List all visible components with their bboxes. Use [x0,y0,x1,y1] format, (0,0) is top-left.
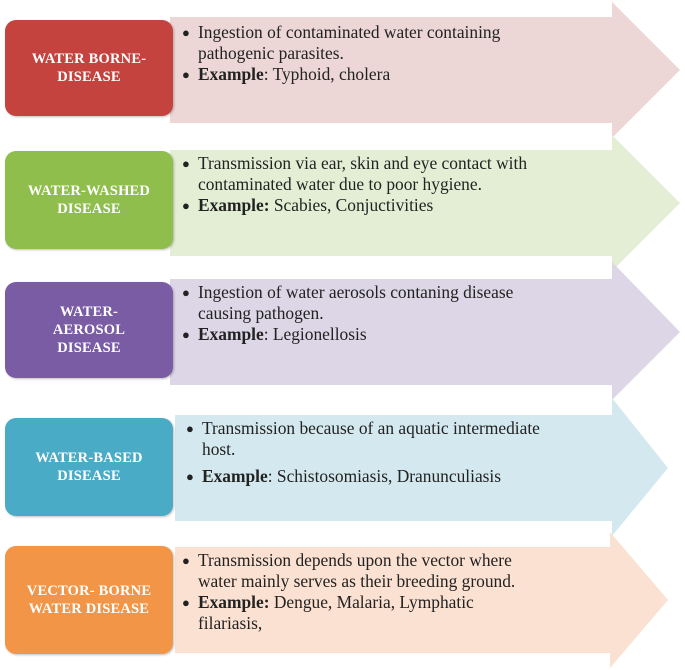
example-text: Scabies, Conjuctivities [269,195,434,215]
disease-row-water-washed [0,133,685,273]
bullet-line: Transmission depends upon the vector where [198,550,512,570]
category-label-line: DISEASE [57,69,121,85]
disease-row-vector-borne [0,530,685,670]
category-label-line: DISEASE [57,201,121,217]
example-item [182,592,515,634]
category-box [5,151,173,249]
description-text [182,550,515,634]
bullet-item [186,418,540,460]
category-label-line: WATER- [59,304,119,320]
category-box [5,20,173,116]
category-label-line: WATER DISEASE [28,601,150,617]
bullet-icon: ● [182,198,190,213]
bullet-icon: ● [182,156,190,171]
description-text [182,282,513,345]
category-box [5,282,173,378]
bullet-icon: ● [182,67,190,82]
category-label-line: WATER BORNE- [31,51,147,67]
bullet-line: contaminated water due to poor hygiene. [198,174,482,194]
example-item [182,324,513,345]
disease-row-water-borne [0,0,685,140]
category-label-line: WATER-BASED [35,450,143,466]
description-text [186,418,540,487]
example-item [186,466,540,487]
bullet-icon: ● [182,327,190,342]
example-item [182,64,500,85]
bullet-icon: ● [186,421,194,436]
bullet-icon: ● [182,25,190,40]
example-text: Dengue, Malaria, Lymphatic [269,592,474,612]
example-separator: : [267,466,273,486]
category-label-line: DISEASE [57,340,121,356]
category-label-line: VECTOR- BORNE [26,583,152,599]
example-text-line2: filariasis, [198,613,263,633]
category-box [5,418,173,516]
example-item [182,195,527,216]
example-text: Typhoid, cholera [268,64,391,84]
bullet-line: host. [202,439,236,459]
bullet-item [182,550,515,592]
category-label-line: AEROSOL [52,322,126,338]
example-label: Example [202,466,268,486]
bullet-line: Transmission because of an aquatic intermediate [202,418,540,438]
category-label-line: WATER-WASHED [27,183,151,199]
bullet-item [182,22,500,64]
bullet-line: Ingestion of contaminated water containing [198,22,501,42]
category-label-line: DISEASE [57,468,121,484]
bullet-item [182,282,513,324]
bullet-line: causing pathogen. [198,303,324,323]
description-text [182,22,500,85]
example-separator: : [263,64,269,84]
bullet-icon: ● [182,595,190,610]
example-label: Example [198,195,264,215]
bullet-line: Transmission via ear, skin and eye contact with [198,153,528,173]
example-label: Example [198,64,264,84]
category-box [5,546,173,654]
disease-row-water-aerosol [0,262,685,402]
example-text: Legionellosis [268,324,367,344]
bullet-item [182,153,527,195]
bullet-line: pathogenic parasites. [198,43,344,63]
example-separator: : [263,324,269,344]
bullet-icon: ● [182,553,190,568]
example-label: Example [198,324,264,344]
example-label: Example: [198,592,270,612]
bullet-line: Ingestion of water aerosols contaning disease [198,282,514,302]
example-separator: : [263,195,270,215]
example-text: Schistosomiasis, Dranunculiasis [272,466,502,486]
bullet-icon: ● [186,469,194,484]
description-text [182,153,527,216]
bullet-icon: ● [182,285,190,300]
disease-row-water-based [0,398,685,538]
bullet-line: water mainly serves as their breeding ground. [198,571,516,591]
